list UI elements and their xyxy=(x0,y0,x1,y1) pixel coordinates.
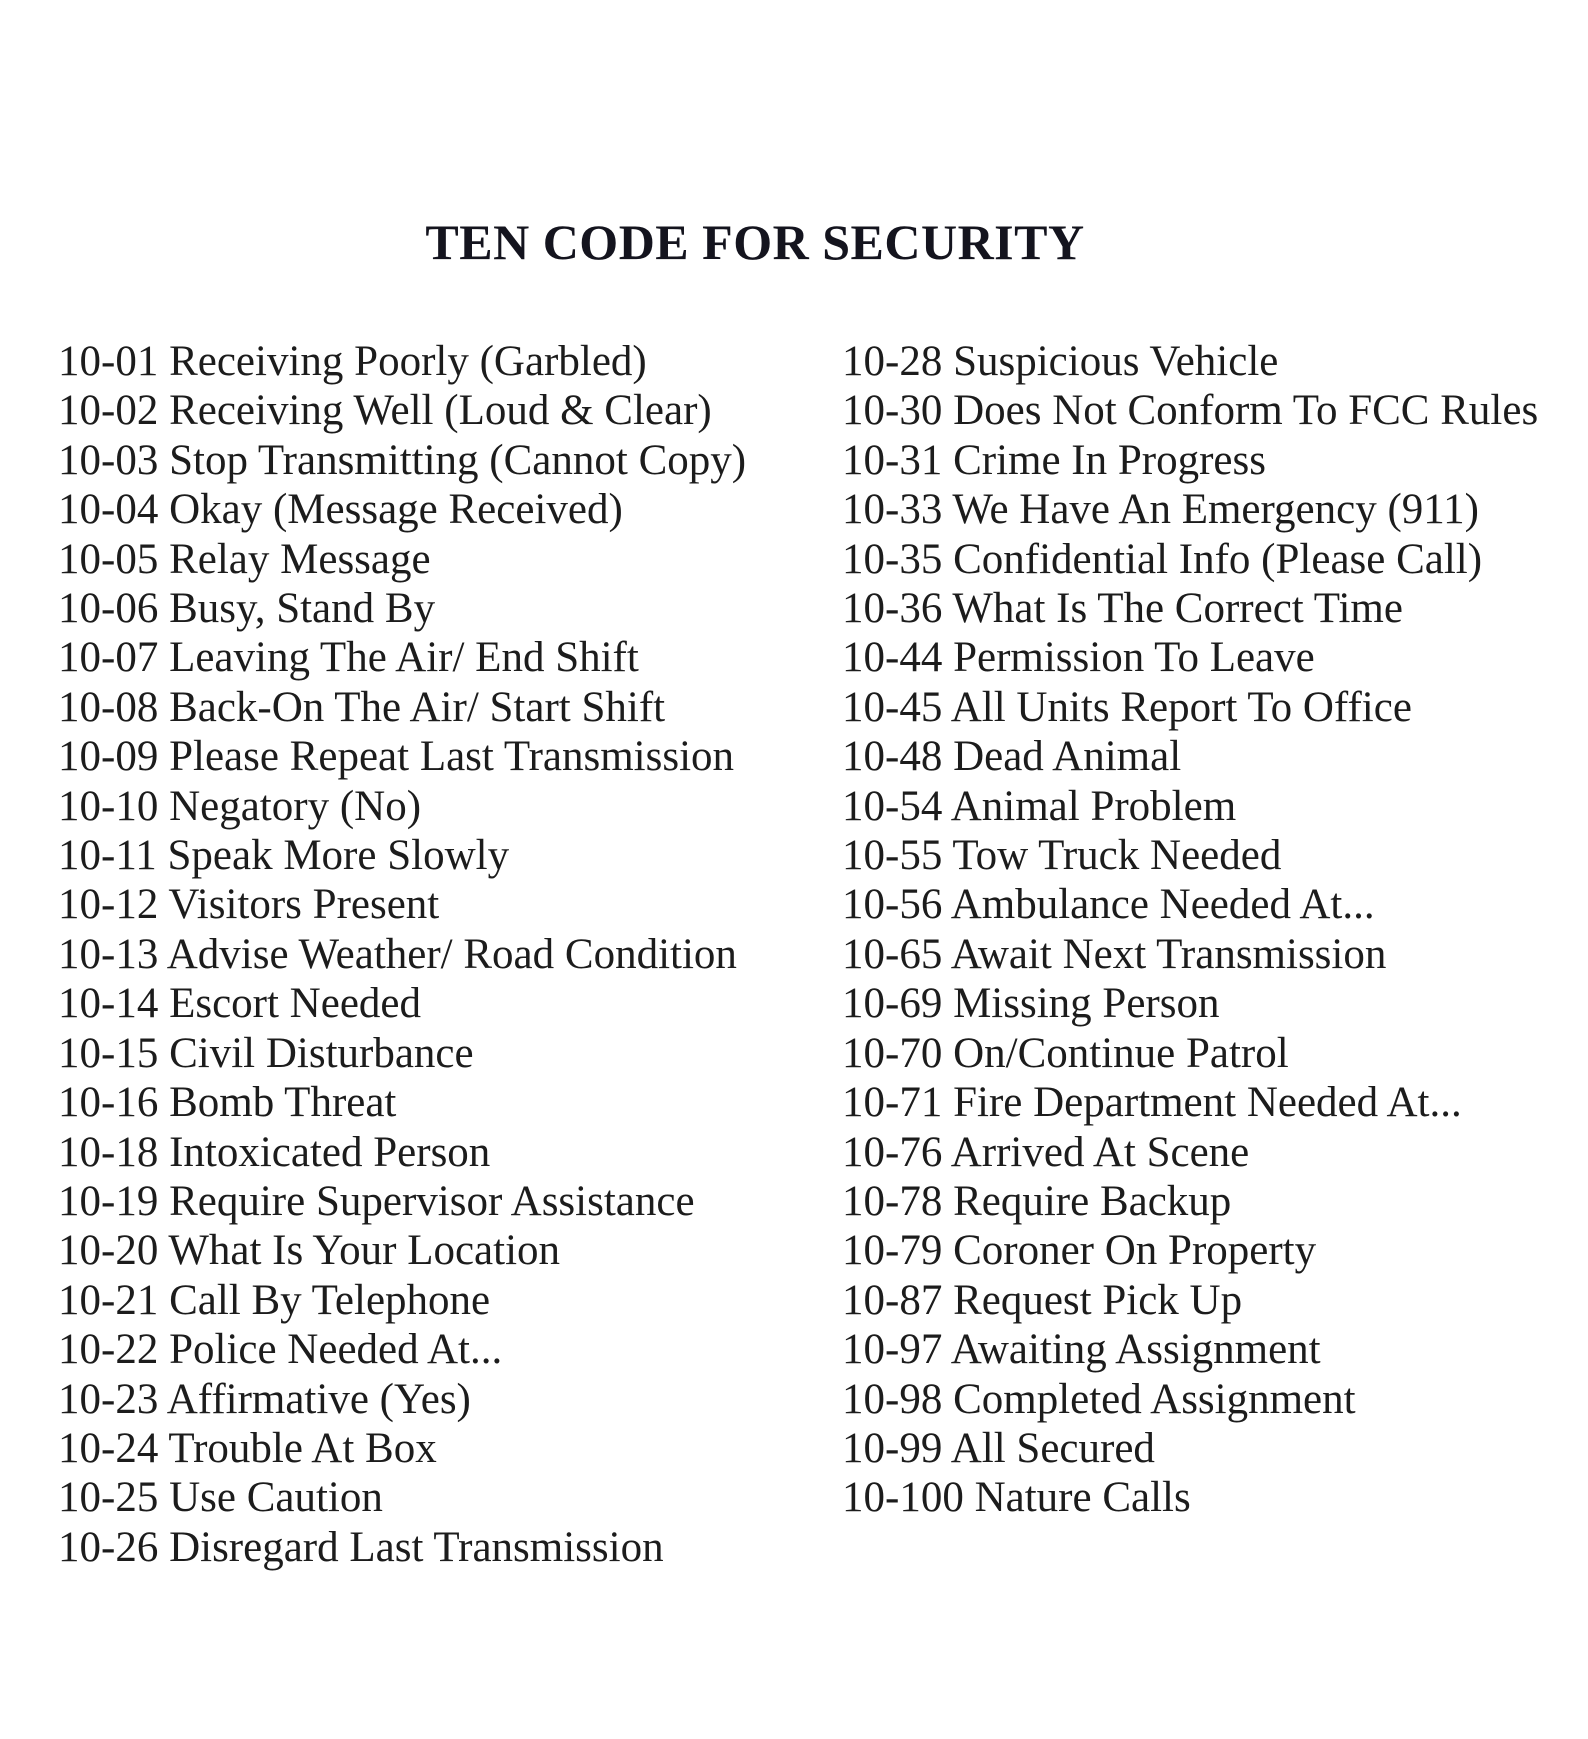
ten-code: 10-33 xyxy=(842,486,943,534)
ten-code: 10-99 xyxy=(842,1424,943,1472)
ten-code-description: Confidential Info (Please Call) xyxy=(953,535,1483,583)
ten-code-description: Coroner On Property xyxy=(953,1227,1317,1275)
ten-code-entry xyxy=(58,337,842,386)
ten-code-entry xyxy=(842,683,1538,732)
ten-code: 10-07 xyxy=(58,634,159,682)
ten-code-entry xyxy=(58,633,842,682)
ten-code-entry xyxy=(58,1325,842,1374)
ten-code: 10-44 xyxy=(842,634,943,682)
ten-code-entry xyxy=(58,1078,842,1127)
ten-code-description: Call By Telephone xyxy=(169,1276,491,1324)
ten-code: 10-87 xyxy=(842,1276,943,1324)
ten-code-entry xyxy=(58,930,842,979)
ten-code: 10-25 xyxy=(58,1474,159,1522)
ten-code-entry xyxy=(58,1128,842,1177)
ten-code-entry xyxy=(842,880,1538,929)
ten-code-description: Visitors Present xyxy=(168,881,440,929)
ten-code-description: Ambulance Needed At... xyxy=(950,881,1375,929)
ten-code-description: Await Next Transmission xyxy=(950,930,1387,978)
ten-code-entry xyxy=(58,1177,842,1226)
ten-code-description: Tow Truck Needed xyxy=(952,832,1282,880)
ten-code: 10-18 xyxy=(58,1128,159,1176)
ten-code-description: Busy, Stand By xyxy=(169,585,436,633)
ten-code: 10-100 xyxy=(842,1474,964,1522)
ten-code-entry xyxy=(842,633,1538,682)
ten-code-entry xyxy=(842,1128,1538,1177)
ten-code: 10-15 xyxy=(58,1029,159,1077)
ten-code-description: Animal Problem xyxy=(950,782,1237,830)
ten-code: 10-14 xyxy=(58,980,159,1028)
ten-code-entry xyxy=(58,436,842,485)
ten-code-description: All Secured xyxy=(950,1424,1155,1472)
ten-code-description: Bomb Threat xyxy=(169,1079,397,1127)
ten-code-entry xyxy=(842,732,1538,781)
ten-code: 10-08 xyxy=(58,683,159,731)
ten-code-entry xyxy=(58,1226,842,1275)
ten-code: 10-48 xyxy=(842,733,943,781)
ten-code-description: Leaving The Air/ End Shift xyxy=(169,634,639,682)
ten-code: 10-21 xyxy=(58,1276,159,1324)
ten-code: 10-71 xyxy=(842,1079,943,1127)
ten-code-entry xyxy=(842,831,1538,880)
ten-code: 10-05 xyxy=(58,535,159,583)
ten-code-list xyxy=(0,337,1588,1572)
ten-code-entry xyxy=(842,1325,1538,1374)
ten-code-description: Request Pick Up xyxy=(953,1276,1243,1324)
ten-code-description: Trouble At Box xyxy=(168,1424,437,1472)
ten-code: 10-70 xyxy=(842,1029,943,1077)
ten-code: 10-36 xyxy=(842,585,943,633)
ten-code-entry xyxy=(58,1029,842,1078)
ten-code: 10-97 xyxy=(842,1326,943,1374)
ten-code-description: Permission To Leave xyxy=(953,634,1315,682)
ten-code: 10-55 xyxy=(842,832,943,880)
ten-code-description: Intoxicated Person xyxy=(169,1128,491,1176)
ten-code-description: We Have An Emergency (911) xyxy=(952,486,1479,534)
ten-code: 10-22 xyxy=(58,1326,159,1374)
ten-code-description: Okay (Message Received) xyxy=(169,486,623,534)
ten-code: 10-09 xyxy=(58,733,159,781)
ten-code-entry xyxy=(58,683,842,732)
ten-code-entry xyxy=(842,1226,1538,1275)
ten-code-entry xyxy=(58,782,842,831)
ten-code: 10-69 xyxy=(842,980,943,1028)
ten-code-description: Advise Weather/ Road Condition xyxy=(166,930,737,978)
ten-code-description: Arrived At Scene xyxy=(950,1128,1250,1176)
ten-code-description: Please Repeat Last Transmission xyxy=(169,733,735,781)
ten-code: 10-76 xyxy=(842,1128,943,1176)
ten-code-entry xyxy=(58,1276,842,1325)
ten-code-entry xyxy=(58,535,842,584)
ten-code-description: Stop Transmitting (Cannot Copy) xyxy=(169,436,747,484)
ten-code-entry xyxy=(842,979,1538,1028)
ten-code-entry xyxy=(842,386,1538,435)
ten-code-entry xyxy=(58,831,842,880)
ten-code: 10-56 xyxy=(842,881,943,929)
ten-code-description: All Units Report To Office xyxy=(950,683,1412,731)
ten-code-entry xyxy=(58,880,842,929)
ten-code: 10-24 xyxy=(58,1424,159,1472)
ten-code: 10-13 xyxy=(58,930,159,978)
ten-code-entry xyxy=(58,386,842,435)
ten-code-entry xyxy=(58,732,842,781)
ten-code: 10-78 xyxy=(842,1177,943,1225)
ten-code-entry xyxy=(842,584,1538,633)
ten-code-description: Dead Animal xyxy=(953,733,1182,781)
ten-code-entry xyxy=(842,337,1538,386)
ten-code-description: Awaiting Assignment xyxy=(950,1326,1321,1374)
ten-code-description: Police Needed At... xyxy=(169,1326,503,1374)
ten-code: 10-06 xyxy=(58,585,159,633)
ten-code-description: Nature Calls xyxy=(974,1474,1191,1522)
ten-code-entry xyxy=(842,485,1538,534)
ten-code-description: Require Backup xyxy=(953,1177,1232,1225)
ten-code: 10-26 xyxy=(58,1523,159,1571)
ten-code-entry xyxy=(58,1424,842,1473)
ten-code: 10-12 xyxy=(58,881,159,929)
ten-code-entry xyxy=(842,782,1538,831)
ten-code-entry xyxy=(842,1276,1538,1325)
ten-code-entry xyxy=(842,1424,1538,1473)
ten-code-description: What Is The Correct Time xyxy=(952,585,1403,633)
ten-code: 10-23 xyxy=(58,1375,159,1423)
ten-code: 10-16 xyxy=(58,1079,159,1127)
ten-code-description: Speak More Slowly xyxy=(167,832,510,880)
ten-code: 10-19 xyxy=(58,1177,159,1225)
ten-code-description: Does Not Conform To FCC Rules xyxy=(953,387,1539,435)
ten-code-entry xyxy=(842,1375,1538,1424)
ten-code-entry xyxy=(842,535,1538,584)
ten-code-description: Escort Needed xyxy=(169,980,421,1028)
ten-code-description: Use Caution xyxy=(169,1474,383,1522)
ten-code-description: Suspicious Vehicle xyxy=(953,338,1279,385)
ten-code-description: Require Supervisor Assistance xyxy=(169,1177,695,1225)
ten-code: 10-30 xyxy=(842,387,943,435)
ten-code-entry xyxy=(842,436,1538,485)
ten-code-description: Fire Department Needed At... xyxy=(953,1079,1462,1127)
ten-code-entry xyxy=(58,584,842,633)
left-column xyxy=(58,337,842,1572)
ten-code-entry xyxy=(58,1473,842,1522)
ten-code: 10-10 xyxy=(58,782,159,830)
ten-code-description: What Is Your Location xyxy=(168,1227,561,1275)
ten-code: 10-31 xyxy=(842,436,943,484)
ten-code-description: Relay Message xyxy=(169,535,431,583)
ten-code: 10-03 xyxy=(58,436,159,484)
ten-code: 10-65 xyxy=(842,930,943,978)
ten-code-entry xyxy=(842,1029,1538,1078)
ten-code-description: Missing Person xyxy=(953,980,1220,1028)
ten-code-entry xyxy=(842,1177,1538,1226)
ten-code-entry xyxy=(58,1523,842,1572)
ten-code-description: Back-On The Air/ Start Shift xyxy=(169,683,666,731)
right-column xyxy=(842,337,1538,1572)
ten-code: 10-79 xyxy=(842,1227,943,1275)
ten-code-entry xyxy=(842,1473,1538,1522)
ten-code: 10-28 xyxy=(842,338,943,385)
ten-code: 10-35 xyxy=(842,535,943,583)
ten-code-description: On/Continue Patrol xyxy=(953,1029,1289,1077)
ten-code-entry xyxy=(58,485,842,534)
ten-code-entry xyxy=(58,1375,842,1424)
ten-code: 10-01 xyxy=(58,338,159,385)
ten-code-entry xyxy=(58,979,842,1028)
ten-code-entry xyxy=(842,1078,1538,1127)
ten-code: 10-54 xyxy=(842,782,943,830)
page-title: TEN CODE FOR SECURITY xyxy=(425,214,1085,270)
ten-code: 10-02 xyxy=(58,387,159,435)
ten-code: 10-98 xyxy=(842,1375,943,1423)
ten-code-description: Receiving Well (Loud & Clear) xyxy=(169,387,712,435)
ten-code-description: Civil Disturbance xyxy=(169,1029,474,1077)
ten-code-entry xyxy=(842,930,1538,979)
ten-code: 10-11 xyxy=(58,832,157,880)
ten-code-description: Crime In Progress xyxy=(953,436,1266,484)
ten-code-description: Completed Assignment xyxy=(953,1375,1356,1423)
ten-code-description: Affirmative (Yes) xyxy=(166,1375,471,1423)
ten-code: 10-45 xyxy=(842,683,943,731)
ten-code: 10-20 xyxy=(58,1227,159,1275)
ten-code-description: Disregard Last Transmission xyxy=(169,1523,664,1571)
ten-code-description: Negatory (No) xyxy=(169,782,422,830)
ten-code-description: Receiving Poorly (Garbled) xyxy=(169,338,647,385)
ten-code: 10-04 xyxy=(58,486,159,534)
